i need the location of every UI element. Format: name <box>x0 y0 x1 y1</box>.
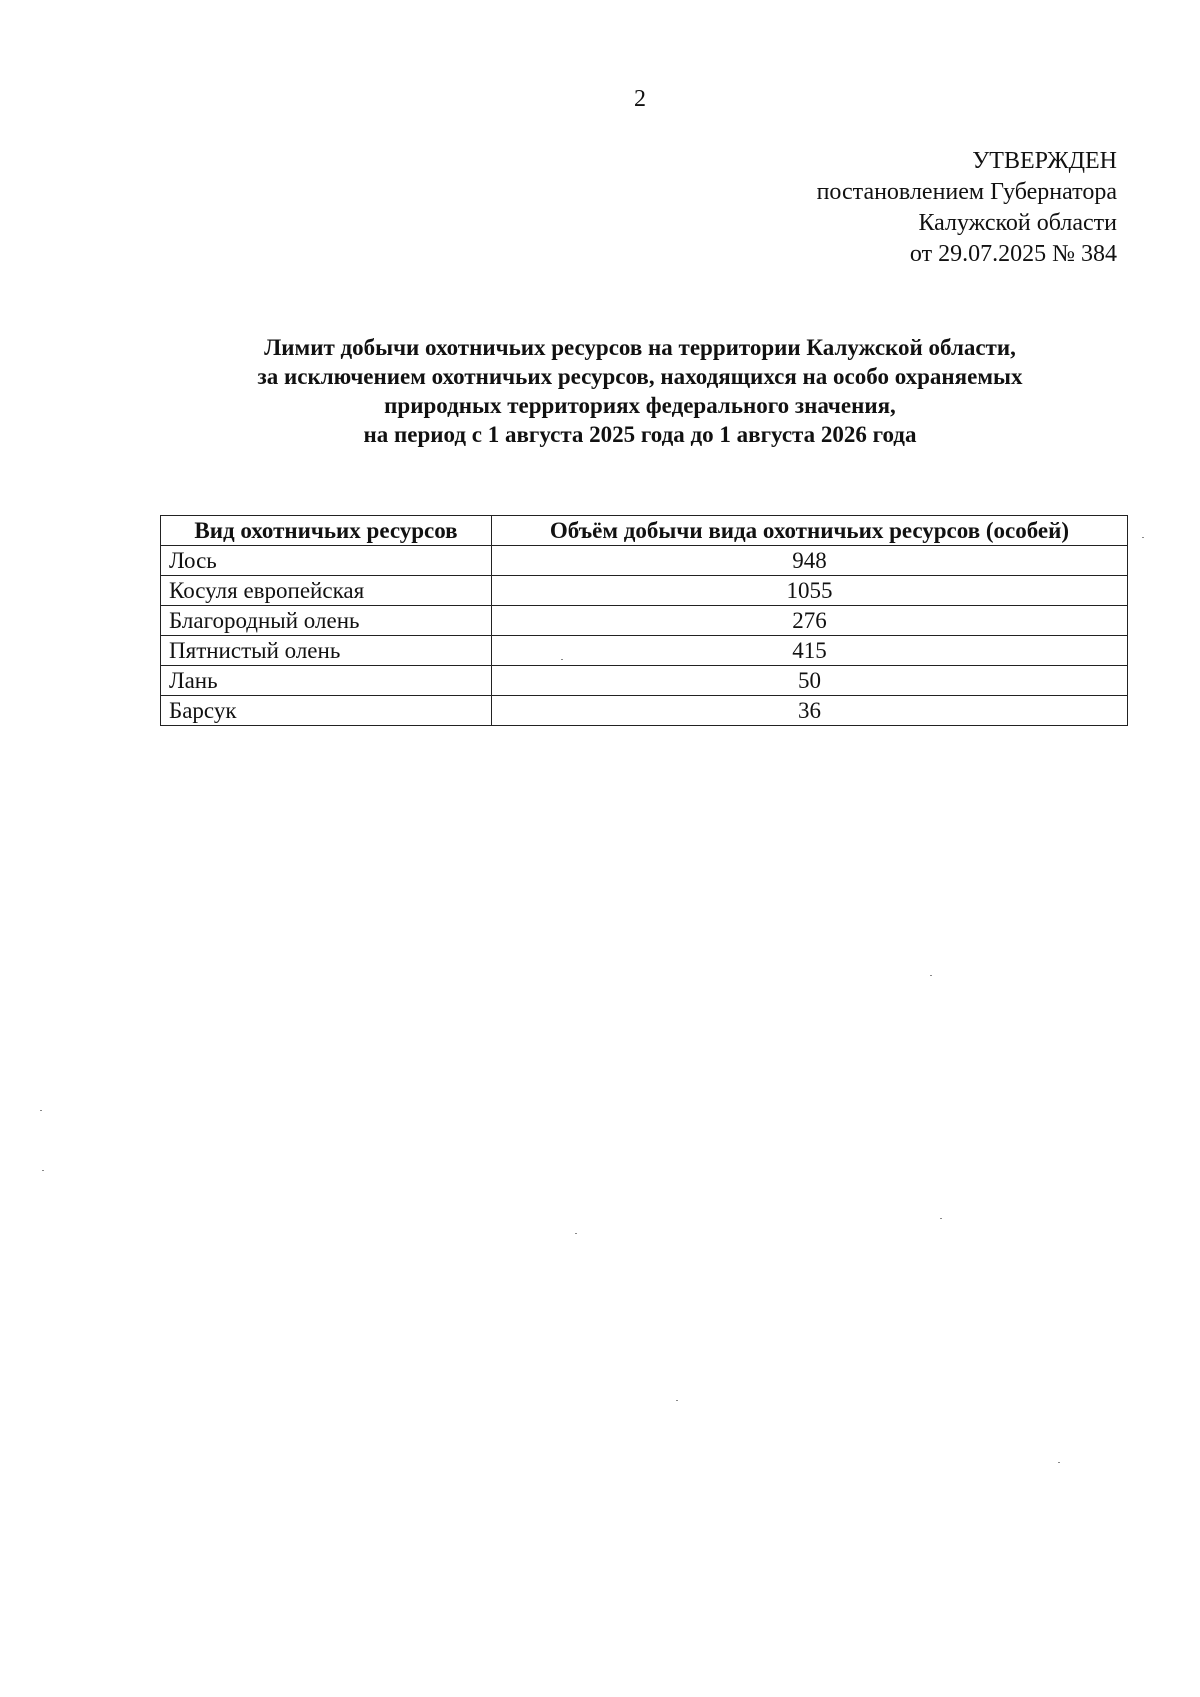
scan-speck <box>940 1218 942 1219</box>
page-number: 2 <box>634 86 646 112</box>
table-row <box>161 636 1128 666</box>
title-line-3: природных территориях федерального значения, <box>384 393 896 418</box>
table-row <box>161 696 1128 726</box>
scan-speck <box>930 975 932 976</box>
scan-speck <box>561 659 563 660</box>
scan-speck <box>575 1233 577 1234</box>
approval-region: Калужской области <box>918 210 1117 236</box>
limits-table <box>160 515 1128 726</box>
approval-status: УТВЕРЖДЕН <box>972 148 1117 174</box>
scan-speck <box>42 1170 44 1171</box>
title-line-4: на период с 1 августа 2025 года до 1 августа 2026 года <box>363 422 917 447</box>
table-row <box>161 546 1128 576</box>
document-title <box>150 333 1130 449</box>
cell-species: Пятнистый олень <box>161 636 492 666</box>
cell-volume: 36 <box>492 696 1128 726</box>
scan-speck <box>40 1110 42 1111</box>
approval-authority: постановлением Губернатора <box>816 179 1117 205</box>
cell-species: Лань <box>161 666 492 696</box>
cell-volume: 1055 <box>492 576 1128 606</box>
title-line-2: за исключением охотничьих ресурсов, находящихся на особо охраняемых <box>257 364 1023 389</box>
cell-species: Лось <box>161 546 492 576</box>
cell-species: Барсук <box>161 696 492 726</box>
cell-volume: 415 <box>492 636 1128 666</box>
scan-speck <box>676 1400 678 1401</box>
header-volume: Объём добычи вида охотничьих ресурсов (особей) <box>492 516 1128 546</box>
table-header-row <box>161 516 1128 546</box>
cell-species: Благородный олень <box>161 606 492 636</box>
table-row <box>161 606 1128 636</box>
cell-volume: 276 <box>492 606 1128 636</box>
cell-volume: 50 <box>492 666 1128 696</box>
cell-species: Косуля европейская <box>161 576 492 606</box>
header-species: Вид охотничьих ресурсов <box>161 516 492 546</box>
title-line-1: Лимит добычи охотничьих ресурсов на территории Калужской области, <box>264 335 1016 360</box>
table-row <box>161 666 1128 696</box>
cell-volume: 948 <box>492 546 1128 576</box>
scan-speck <box>1058 1462 1060 1463</box>
table-row <box>161 576 1128 606</box>
approval-date-number: от 29.07.2025 № 384 <box>909 241 1117 267</box>
approval-stamp-block <box>817 146 1117 270</box>
scan-speck <box>1142 537 1144 538</box>
